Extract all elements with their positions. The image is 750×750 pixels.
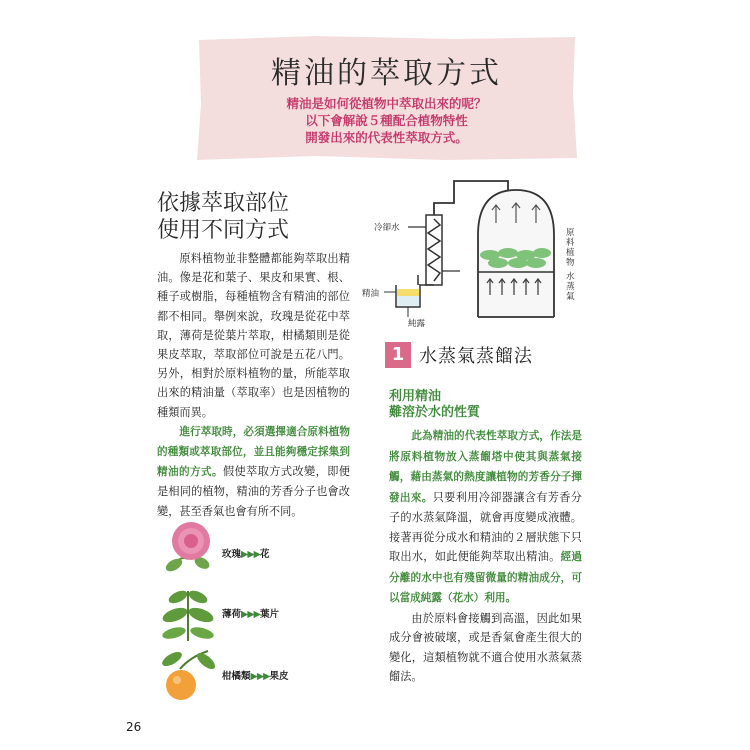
section-heading-line: 依據萃取部位 <box>157 191 290 216</box>
distillation-diagram <box>378 175 598 325</box>
subheading-line: 難溶於水的性質 <box>389 405 481 420</box>
arrow-icon: ▶▶▶ <box>241 609 260 620</box>
arrow-icon: ▶▶▶ <box>250 671 270 682</box>
section-heading-line: 使用不同方式 <box>157 218 290 243</box>
paragraph-text: 假使萃取方式改變，即便是相同的植物，精油的芳香分子也會改變，甚至香氣也會有所不同。 <box>157 465 350 518</box>
method-subheading <box>389 389 480 421</box>
citrus-illustration <box>160 645 218 705</box>
paragraph: 原料植物並非整體都能夠萃取出精油。像是花和葉子、果皮和果實、根、種子或樹脂，每種植物含有精油的部位都不相同。舉例來說，玫瑰是從花中萃取，薄荷是從葉片萃取，柑橘類則是從果皮萃取，萃取部位可說是五花八門。另外，相對於原料植物的量，所能萃取出來的精油量（萃取率）也是因植物的種類而異。 <box>157 252 350 419</box>
mint-illustration <box>160 583 215 643</box>
arrow-icon: ▶▶▶ <box>241 549 260 560</box>
method-name: 水蒸氣蒸餾法 <box>419 346 533 367</box>
plant-part: 果皮 <box>269 671 289 682</box>
plant-part: 花 <box>259 549 270 560</box>
label-hydrosol: 純露 <box>408 319 426 329</box>
method-number-badge: 1 <box>385 342 411 368</box>
plant-name: 玫瑰 <box>222 549 242 560</box>
highlight-text: 進行萃取時，必須選擇適合原料植物的種類或萃取部位，並且能夠穩定採集到精油的方式。 <box>157 425 350 479</box>
method-title <box>385 342 533 368</box>
plant-name: 薄荷 <box>222 609 242 620</box>
title-banner <box>195 34 578 162</box>
highlight-text: 經過分離的水中也有殘留微量的精油成分，可以當成純露（花水）利用。 <box>389 551 582 604</box>
subheading-line: 利用精油 <box>389 389 442 404</box>
plant-part: 葉片 <box>259 609 279 620</box>
left-body-text <box>157 249 350 521</box>
highlight-text: 此為精油的代表性萃取方式，作法是將原料植物放入蒸餾塔中使其與蒸氣接觸，藉由蒸氣的熱度讓植物的芳香分子揮發出來。 <box>389 430 582 504</box>
label-raw-material: 原料植物 <box>566 228 575 268</box>
page-title: 精油的萃取方式 <box>271 56 502 91</box>
intro-text <box>195 95 578 146</box>
intro-line: 精油是如何從植物中萃取出來的呢？ <box>286 96 487 111</box>
label-steam: 水蒸氣 <box>566 272 575 302</box>
paragraph <box>389 426 582 609</box>
condenser <box>426 215 442 285</box>
rose-illustration <box>160 515 220 577</box>
paragraph-text: 只要利用冷卻器讓含有芳香分子的水蒸氣降溫，就會再度變成液體。接著再從分成水和精油的２層狀態下只取出水，如此便能夠萃取出精油。 <box>389 490 582 563</box>
method-body-text <box>389 426 582 687</box>
intro-line: 以下會解說５種配合植物特性 <box>305 113 468 128</box>
plant-label-citrus <box>222 668 288 682</box>
intro-line: 開發出來的代表性萃取方式。 <box>305 130 468 145</box>
page-number: 26 <box>126 720 142 734</box>
plant-label-mint <box>222 606 279 620</box>
plant-name: 柑橘類 <box>222 671 251 682</box>
plant-label-rose <box>222 546 269 560</box>
paragraph <box>157 422 350 521</box>
label-essential-oil: 精油 <box>362 289 380 299</box>
paragraph: 由於原料會接觸到高溫，因此如果成分會被破壞，或是香氣會產生很大的變化，這類植物就不適合使用水蒸氣蒸餾法。 <box>389 611 582 683</box>
label-cooling-water: 冷卻水 <box>374 223 400 233</box>
section-heading <box>157 190 289 244</box>
